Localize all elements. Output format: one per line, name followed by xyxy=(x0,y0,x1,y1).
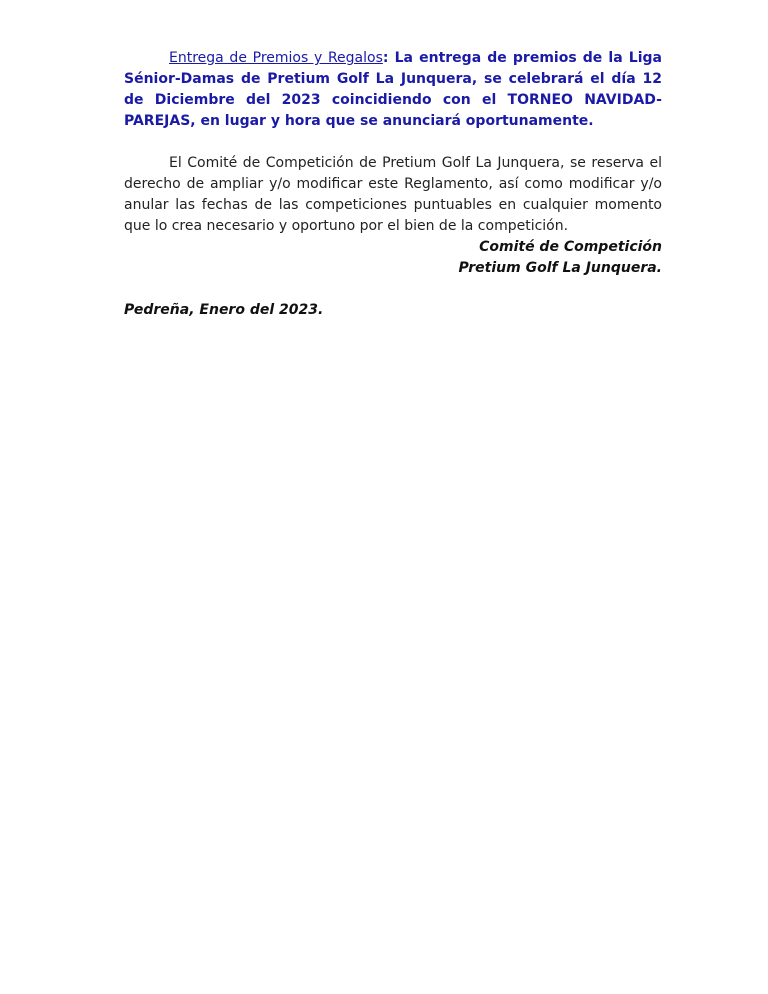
signature-line-1: Comité de Competición xyxy=(479,239,662,255)
document-body xyxy=(124,48,662,321)
awards-heading-colon: : xyxy=(382,50,389,66)
awards-heading: Entrega de Premios y Regalos xyxy=(169,50,383,66)
place-date: Pedreña, Enero del 2023. xyxy=(124,302,324,318)
committee-paragraph: El Comité de Competición de Pretium Golf La Junquera, se reserva el derecho de ampliar y/o modificar este Reglamento, así como modificar y/o anular las fechas de las competiciones puntuables en cualquier momento que lo crea necesario y oportuno por el bien de la competición. xyxy=(124,155,662,234)
awards-text: La entrega de premios de la Liga Sénior-Damas de Pretium Golf La Junquera, se celebrará el día 12 de Diciembre del 2023 coincidiendo con el TORNEO NAVIDAD-PAREJAS, en lugar y hora que se anunciará oportunamente. xyxy=(124,50,662,129)
signature-line-2: Pretium Golf La Junquera. xyxy=(458,260,662,276)
awards-paragraph xyxy=(124,48,662,132)
